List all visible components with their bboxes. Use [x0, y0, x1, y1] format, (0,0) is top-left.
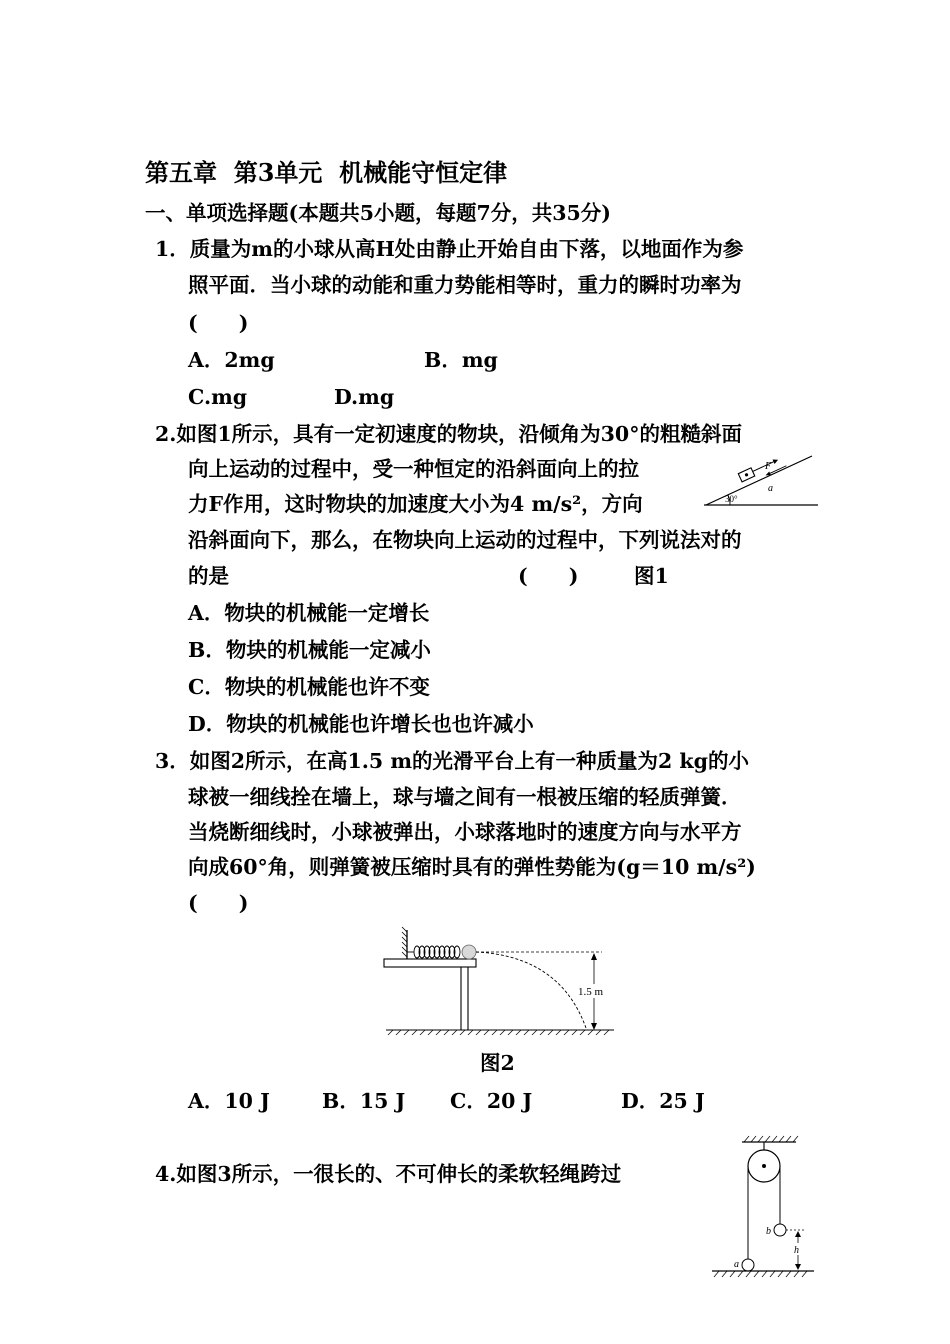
q2-option-b: B．物块的机械能一定减小 [188, 638, 431, 662]
q2-option-d: D．物块的机械能也许增长也也许减小 [188, 712, 534, 736]
incline-angle-label: 30° [725, 494, 738, 504]
q2-option-c: C．物块的机械能也许不变 [188, 675, 430, 699]
page-title: 第五章 第3单元 机械能守恒定律 [145, 158, 508, 187]
q3-option-d: D．25 J [621, 1089, 705, 1113]
q2-line4: 沿斜面向下，那么，在物块向上运动的过程中，下列说法对的 [188, 528, 742, 552]
q3-line3: 当烧断细线时，小球被弹出，小球落地时的速度方向与水平方 [188, 820, 742, 844]
q1-paren: ( ) [188, 311, 249, 335]
ball-b-label: b [766, 1226, 771, 1237]
q1-line2: 照平面．当小球的动能和重力势能相等时，重力的瞬时功率为 [188, 273, 742, 297]
q1-line1: 1．质量为m的小球从高H处由静止开始自由下落，以地面作为参 [155, 237, 744, 261]
q1-option-a: A．2mg [188, 348, 275, 372]
q2-paren: ( ) [518, 564, 579, 588]
incline-figure [700, 448, 822, 512]
spring-platform-figure [380, 922, 620, 1038]
q2-line1: 2.如图1所示，具有一定初速度的物块，沿倾角为30°的粗糙斜面 [155, 422, 742, 446]
q1-option-c: C.mg [188, 385, 248, 409]
q2-line3: 力F作用，这时物块的加速度大小为4 m/s²，方向 [188, 492, 643, 516]
q3-figure-label: 图2 [480, 1051, 515, 1075]
q3-option-b: B．15 J [322, 1089, 406, 1113]
section-heading: 一、单项选择题(本题共5小题，每题7分，共35分) [145, 201, 611, 225]
incline-force-label: F [765, 461, 772, 472]
q4-line1: 4.如图3所示，一很长的、不可伸长的柔软轻绳跨过 [155, 1162, 622, 1186]
incline-accel-label: a [768, 483, 773, 494]
height-label: 1.5 m [578, 986, 604, 998]
q2-line2: 向上运动的过程中，受一种恒定的沿斜面向上的拉 [188, 457, 639, 481]
pulley-figure [704, 1130, 820, 1280]
q3-option-a: A．10 J [188, 1089, 270, 1113]
q3-line2: 球被一细线拴在墙上，球与墙之间有一根被压缩的轻质弹簧． [188, 785, 742, 809]
q1-option-b: B．mg [424, 348, 498, 372]
q3-paren: ( ) [188, 891, 249, 915]
height-h-label: h [794, 1245, 799, 1256]
q3-line4: 向成60°角，则弹簧被压缩时具有的弹性势能为(g＝10 m/s²) [188, 855, 756, 879]
q3-line1: 3．如图2所示，在高1.5 m的光滑平台上有一种质量为2 kg的小 [155, 749, 749, 773]
q2-option-a: A．物块的机械能一定增长 [188, 601, 430, 625]
q2-line5: 的是 [188, 564, 229, 588]
q3-option-c: C．20 J [450, 1089, 533, 1113]
ball-a-label: a [734, 1259, 739, 1270]
q2-figure-label: 图1 [634, 564, 669, 588]
q1-option-d: D.mg [334, 385, 395, 409]
